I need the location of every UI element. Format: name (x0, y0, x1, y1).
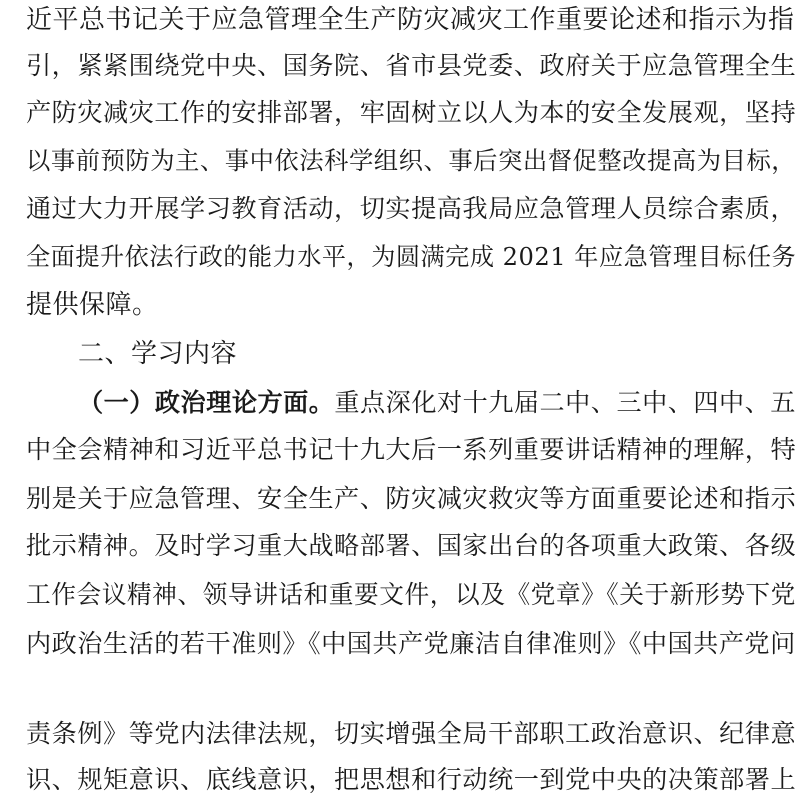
paragraph-line: 以事前预防为主、事中依法科学组织、事后突出督促整改提高为目标， (26, 146, 797, 175)
paragraph-line: 工作会议精神、领导讲话和重要文件，以及《党章》《关于新形势下党 (26, 580, 796, 609)
subsection-lead: （一）政治理论方面。 (78, 387, 335, 417)
subsection-first-line (78, 382, 796, 422)
section-heading: 二、学习内容 (78, 339, 238, 369)
paragraph-line: 内政治生活的若干准则》《中国共产党廉洁自律准则》《中国共产党问 (26, 629, 796, 658)
paragraph-line: 近平总书记关于应急管理全生产防灾减灾工作重要论述和指示为指 (26, 5, 795, 35)
paragraph-line: 别是关于应急管理、安全生产、防灾减灾救灾等方面重要论述和指示 (26, 484, 797, 513)
paragraph-line: 责条例》等党内法律法规，切实增强全局干部职工政治意识、纪律意 (26, 719, 797, 748)
subsection-first-line-rest: 重点深化对十九届二中、三中、四中、五 (334, 388, 796, 417)
paragraph-line: 中全会精神和习近平总书记十九大后一系列重要讲话精神的理解，特 (26, 435, 797, 464)
paragraph-line: 产防灾减灾工作的安排部署，牢固树立以人为本的安全发展观，坚持 (26, 98, 797, 127)
paragraph-line: 全面提升依法行政的能力水平，为圆满完成 2021 年应急管理目标任务 (26, 243, 797, 271)
paragraph-line: 引，紧紧围绕党中央、国务院、省市县党委、政府关于应急管理全生 (26, 51, 797, 80)
paragraph-line: 通过大力开展学习教育活动，切实提高我局应急管理人员综合素质， (26, 194, 797, 223)
paragraph-line: 识、规矩意识、底线意识，把思想和行动统一到党中央的决策部署上 (26, 765, 797, 794)
paragraph-line: 批示精神。及时学习重大战略部署、国家出台的各项重大政策、各级 (26, 531, 797, 560)
paragraph-line: 提供保障。 (26, 290, 159, 320)
